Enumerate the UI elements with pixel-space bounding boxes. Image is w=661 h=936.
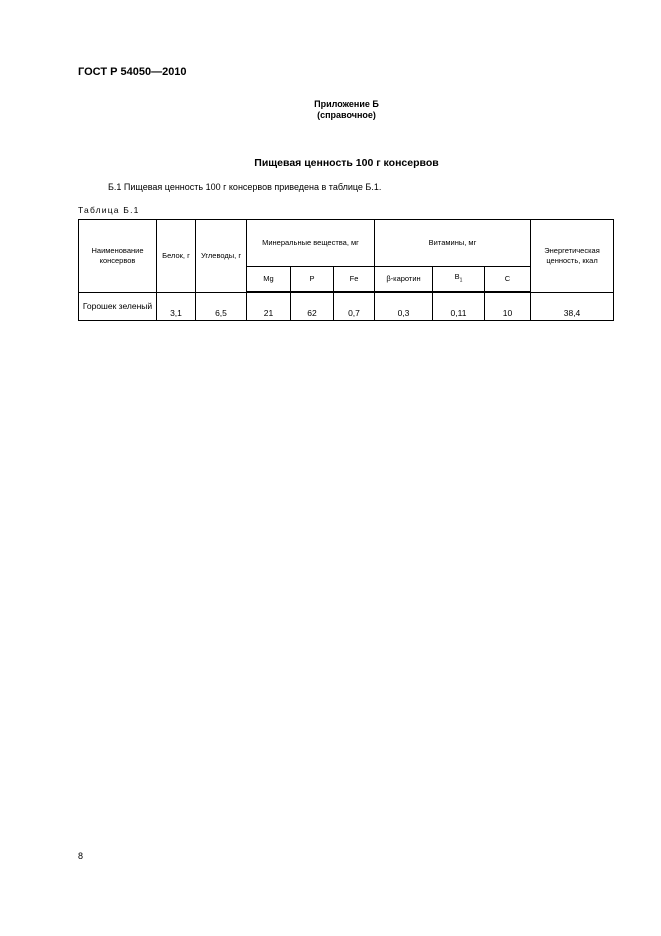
appendix-subtitle: (справочное) bbox=[317, 110, 376, 120]
page-number: 8 bbox=[78, 851, 84, 861]
header-name: Наименование консервов bbox=[79, 220, 157, 293]
appendix-heading bbox=[0, 99, 661, 121]
section-title: Пищевая ценность 100 г консервов bbox=[254, 157, 439, 169]
header-energy: Энергетическая ценность, ккал bbox=[531, 220, 614, 293]
cell-mg: 21 bbox=[247, 292, 291, 321]
intro-paragraph: Б.1 Пищевая ценность 100 г консервов приведена в таблице Б.1. bbox=[108, 182, 382, 192]
table-header-row bbox=[79, 220, 614, 267]
header-mg: Mg bbox=[247, 267, 291, 293]
header-b1 bbox=[433, 267, 485, 293]
table-caption: Таблица Б.1 bbox=[78, 205, 140, 215]
cell-carbs: 6,5 bbox=[196, 292, 247, 321]
table-row bbox=[79, 292, 614, 321]
header-protein: Белок, г bbox=[157, 220, 196, 293]
cell-c: 10 bbox=[485, 292, 531, 321]
nutrition-table bbox=[78, 219, 614, 321]
cell-b1: 0,11 bbox=[433, 292, 485, 321]
header-vitamins: Витамины, мг bbox=[375, 220, 531, 267]
header-minerals: Минеральные вещества, мг bbox=[247, 220, 375, 267]
header-b1-letter: В bbox=[454, 272, 460, 282]
header-b1-subscript: 1 bbox=[459, 277, 463, 284]
header-fe: Fe bbox=[334, 267, 375, 293]
appendix-title: Приложение Б bbox=[314, 99, 379, 109]
document-id: ГОСТ Р 54050—2010 bbox=[78, 66, 187, 78]
header-beta-carotene: β-каротин bbox=[375, 267, 433, 293]
cell-protein: 3,1 bbox=[157, 292, 196, 321]
cell-name: Горошек зеленый bbox=[79, 292, 157, 321]
cell-beta-carotene: 0,3 bbox=[375, 292, 433, 321]
cell-fe: 0,7 bbox=[334, 292, 375, 321]
header-c: С bbox=[485, 267, 531, 293]
cell-p: 62 bbox=[291, 292, 334, 321]
cell-energy: 38,4 bbox=[531, 292, 614, 321]
header-p: P bbox=[291, 267, 334, 293]
header-carbs: Углеводы, г bbox=[196, 220, 247, 293]
